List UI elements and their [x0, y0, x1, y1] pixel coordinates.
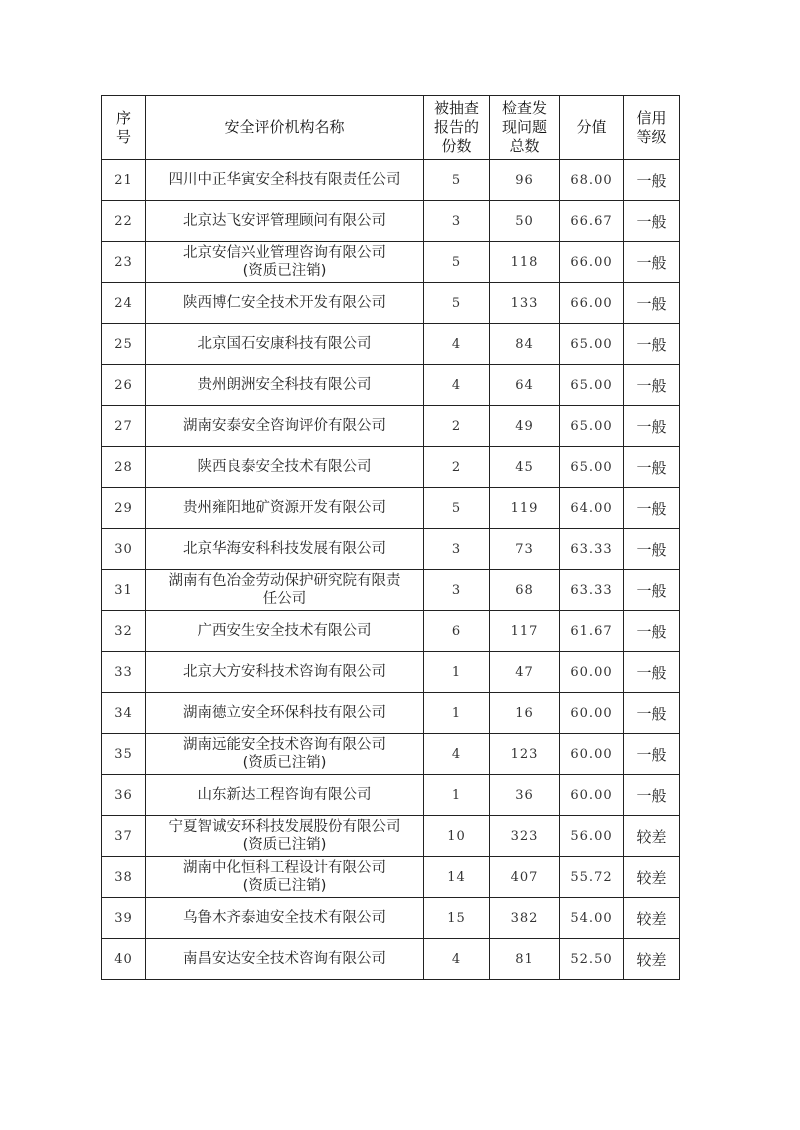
- cell-problems-found: 36: [490, 775, 560, 816]
- cell-serial-number: 26: [102, 365, 146, 406]
- table-body: [102, 160, 680, 980]
- cell-credit-grade: 一般: [624, 693, 680, 734]
- cell-problems-found: 50: [490, 201, 560, 242]
- table-row: [102, 816, 680, 857]
- cell-problems-found: 47: [490, 652, 560, 693]
- agency-name-text: 四川中正华寅安全科技有限责任公司: [168, 172, 401, 188]
- table-row: [102, 898, 680, 939]
- cell-problems-found: 407: [490, 857, 560, 898]
- table-row: [102, 857, 680, 898]
- agency-name-text: 湖南安泰安全咨询评价有限公司: [183, 418, 386, 434]
- table-row: [102, 693, 680, 734]
- agency-name-text: 北京大方安科技术咨询有限公司: [183, 664, 386, 680]
- cell-credit-grade: 一般: [624, 529, 680, 570]
- table-row: [102, 447, 680, 488]
- agency-name-text: 广西安生安全技术有限公司: [197, 623, 372, 639]
- cell-agency-name: [146, 406, 424, 447]
- cell-reports-sampled: 3: [424, 570, 490, 611]
- cell-reports-sampled: 4: [424, 365, 490, 406]
- cell-agency-name: [146, 775, 424, 816]
- cell-reports-sampled: 2: [424, 447, 490, 488]
- cell-problems-found: 133: [490, 283, 560, 324]
- cell-agency-name: [146, 652, 424, 693]
- cell-reports-sampled: 3: [424, 201, 490, 242]
- cell-credit-grade: 一般: [624, 324, 680, 365]
- cell-serial-number: 40: [102, 939, 146, 980]
- credit-rating-table: [101, 95, 680, 980]
- table-row: [102, 939, 680, 980]
- cell-agency-name: [146, 201, 424, 242]
- cell-problems-found: 118: [490, 242, 560, 283]
- cell-serial-number: 28: [102, 447, 146, 488]
- header-agency-name: 安全评价机构名称: [146, 96, 424, 160]
- agency-name-text: 乌鲁木齐泰迪安全技术有限公司: [183, 910, 386, 926]
- cell-reports-sampled: 14: [424, 857, 490, 898]
- cell-problems-found: 323: [490, 816, 560, 857]
- cell-problems-found: 64: [490, 365, 560, 406]
- cell-reports-sampled: 5: [424, 160, 490, 201]
- cell-agency-name: [146, 447, 424, 488]
- cell-credit-grade: 一般: [624, 201, 680, 242]
- cell-score: 63.33: [560, 529, 624, 570]
- cell-score: 60.00: [560, 652, 624, 693]
- cell-credit-grade: 较差: [624, 816, 680, 857]
- table-row: [102, 734, 680, 775]
- cell-agency-name: [146, 939, 424, 980]
- cell-credit-grade: 一般: [624, 488, 680, 529]
- cell-credit-grade: 一般: [624, 406, 680, 447]
- cell-reports-sampled: 5: [424, 488, 490, 529]
- cell-agency-name: [146, 734, 424, 775]
- agency-name-text: 湖南中化恒科工程设计有限公司: [183, 860, 386, 876]
- table-row: [102, 488, 680, 529]
- cell-serial-number: 32: [102, 611, 146, 652]
- cell-reports-sampled: 1: [424, 775, 490, 816]
- agency-name-text: 宁夏智诚安环科技发展股份有限公司: [168, 819, 401, 835]
- cell-agency-name: [146, 160, 424, 201]
- header-credit-grade: 信用 等级: [624, 96, 680, 160]
- agency-name-note: (资质已注销): [242, 755, 327, 771]
- agency-name-note: (资质已注销): [242, 263, 327, 279]
- agency-name-text: 南昌安达安全技术咨询有限公司: [183, 951, 386, 967]
- cell-score: 63.33: [560, 570, 624, 611]
- table-header-row: [102, 96, 680, 160]
- cell-reports-sampled: 4: [424, 939, 490, 980]
- cell-agency-name: [146, 693, 424, 734]
- cell-problems-found: 84: [490, 324, 560, 365]
- cell-reports-sampled: 1: [424, 693, 490, 734]
- cell-reports-sampled: 2: [424, 406, 490, 447]
- cell-agency-name: [146, 283, 424, 324]
- cell-score: 65.00: [560, 365, 624, 406]
- cell-credit-grade: 一般: [624, 160, 680, 201]
- cell-serial-number: 29: [102, 488, 146, 529]
- cell-serial-number: 30: [102, 529, 146, 570]
- cell-credit-grade: 较差: [624, 898, 680, 939]
- cell-score: 60.00: [560, 734, 624, 775]
- cell-score: 66.00: [560, 242, 624, 283]
- cell-credit-grade: 一般: [624, 365, 680, 406]
- cell-serial-number: 27: [102, 406, 146, 447]
- cell-agency-name: [146, 365, 424, 406]
- cell-problems-found: 96: [490, 160, 560, 201]
- cell-score: 52.50: [560, 939, 624, 980]
- cell-problems-found: 68: [490, 570, 560, 611]
- cell-serial-number: 22: [102, 201, 146, 242]
- cell-reports-sampled: 5: [424, 283, 490, 324]
- cell-reports-sampled: 6: [424, 611, 490, 652]
- cell-reports-sampled: 5: [424, 242, 490, 283]
- cell-serial-number: 36: [102, 775, 146, 816]
- table-row: [102, 611, 680, 652]
- cell-agency-name: [146, 570, 424, 611]
- cell-score: 55.72: [560, 857, 624, 898]
- cell-agency-name: [146, 242, 424, 283]
- agency-name-note: (资质已注销): [242, 878, 327, 894]
- agency-name-text: 北京国石安康科技有限公司: [197, 336, 372, 352]
- table-row: [102, 324, 680, 365]
- table-row: [102, 570, 680, 611]
- cell-score: 65.00: [560, 324, 624, 365]
- agency-name-note: (资质已注销): [242, 837, 327, 853]
- cell-reports-sampled: 15: [424, 898, 490, 939]
- cell-serial-number: 37: [102, 816, 146, 857]
- cell-problems-found: 117: [490, 611, 560, 652]
- cell-problems-found: 49: [490, 406, 560, 447]
- agency-name-text: 湖南有色冶金劳动保护研究院有限责: [168, 573, 401, 589]
- cell-reports-sampled: 3: [424, 529, 490, 570]
- agency-name-text: 贵州雍阳地矿资源开发有限公司: [183, 500, 386, 516]
- cell-problems-found: 382: [490, 898, 560, 939]
- cell-credit-grade: 一般: [624, 570, 680, 611]
- header-reports-sampled: 被抽查 报告的 份数: [424, 96, 490, 160]
- table-row: [102, 160, 680, 201]
- cell-agency-name: [146, 611, 424, 652]
- cell-problems-found: 119: [490, 488, 560, 529]
- header-score: 分值: [560, 96, 624, 160]
- table-row: [102, 365, 680, 406]
- cell-serial-number: 34: [102, 693, 146, 734]
- cell-score: 66.67: [560, 201, 624, 242]
- cell-score: 60.00: [560, 775, 624, 816]
- cell-serial-number: 38: [102, 857, 146, 898]
- header-problems-found: 检查发 现问题 总数: [490, 96, 560, 160]
- cell-agency-name: [146, 898, 424, 939]
- cell-score: 65.00: [560, 406, 624, 447]
- table-row: [102, 242, 680, 283]
- cell-serial-number: 35: [102, 734, 146, 775]
- table-row: [102, 201, 680, 242]
- cell-agency-name: [146, 857, 424, 898]
- table-row: [102, 406, 680, 447]
- agency-name-text: 北京达飞安评管理顾问有限公司: [183, 213, 386, 229]
- cell-score: 64.00: [560, 488, 624, 529]
- agency-name-text: 陕西博仁安全技术开发有限公司: [183, 295, 386, 311]
- agency-name-text: 贵州朗洲安全科技有限公司: [197, 377, 372, 393]
- cell-credit-grade: 一般: [624, 775, 680, 816]
- cell-credit-grade: 一般: [624, 652, 680, 693]
- cell-credit-grade: 较差: [624, 939, 680, 980]
- cell-problems-found: 16: [490, 693, 560, 734]
- cell-credit-grade: 一般: [624, 283, 680, 324]
- cell-serial-number: 21: [102, 160, 146, 201]
- cell-agency-name: [146, 324, 424, 365]
- table-row: [102, 529, 680, 570]
- agency-name-text: 湖南远能安全技术咨询有限公司: [183, 737, 386, 753]
- cell-score: 61.67: [560, 611, 624, 652]
- cell-credit-grade: 一般: [624, 734, 680, 775]
- agency-name-text: 北京安信兴业管理咨询有限公司: [183, 245, 386, 261]
- cell-agency-name: [146, 529, 424, 570]
- cell-serial-number: 23: [102, 242, 146, 283]
- cell-reports-sampled: 10: [424, 816, 490, 857]
- cell-agency-name: [146, 816, 424, 857]
- agency-name-text: 湖南德立安全环保科技有限公司: [183, 705, 386, 721]
- table-row: [102, 283, 680, 324]
- credit-rating-table-page: [101, 95, 679, 980]
- cell-serial-number: 25: [102, 324, 146, 365]
- agency-name-text: 陕西良泰安全技术有限公司: [197, 459, 372, 475]
- agency-name-text: 北京华海安科科技发展有限公司: [183, 541, 386, 557]
- agency-name-note: 任公司: [262, 591, 307, 607]
- cell-problems-found: 123: [490, 734, 560, 775]
- cell-serial-number: 31: [102, 570, 146, 611]
- cell-reports-sampled: 4: [424, 734, 490, 775]
- cell-agency-name: [146, 488, 424, 529]
- cell-score: 56.00: [560, 816, 624, 857]
- cell-problems-found: 81: [490, 939, 560, 980]
- cell-serial-number: 33: [102, 652, 146, 693]
- header-serial-number: 序 号: [102, 96, 146, 160]
- cell-score: 65.00: [560, 447, 624, 488]
- cell-credit-grade: 较差: [624, 857, 680, 898]
- cell-score: 68.00: [560, 160, 624, 201]
- table-row: [102, 652, 680, 693]
- cell-credit-grade: 一般: [624, 242, 680, 283]
- cell-serial-number: 24: [102, 283, 146, 324]
- cell-credit-grade: 一般: [624, 611, 680, 652]
- agency-name-text: 山东新达工程咨询有限公司: [197, 787, 372, 803]
- cell-reports-sampled: 1: [424, 652, 490, 693]
- cell-problems-found: 45: [490, 447, 560, 488]
- cell-score: 60.00: [560, 693, 624, 734]
- cell-problems-found: 73: [490, 529, 560, 570]
- cell-score: 54.00: [560, 898, 624, 939]
- cell-credit-grade: 一般: [624, 447, 680, 488]
- cell-serial-number: 39: [102, 898, 146, 939]
- cell-score: 66.00: [560, 283, 624, 324]
- cell-reports-sampled: 4: [424, 324, 490, 365]
- table-row: [102, 775, 680, 816]
